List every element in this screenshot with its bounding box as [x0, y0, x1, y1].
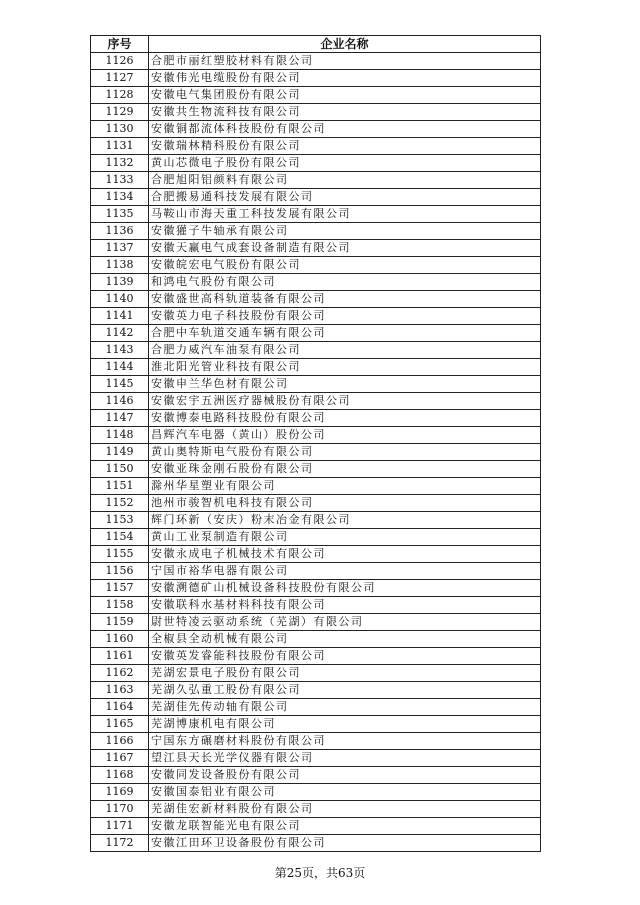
table-row: [91, 342, 541, 359]
serial-number-cell: 1160: [91, 631, 149, 648]
serial-number-cell: 1168: [91, 767, 149, 784]
table-row: [91, 580, 541, 597]
page-footer: 第25页，共63页: [274, 866, 366, 880]
serial-number-cell: 1170: [91, 801, 149, 818]
table-row: [91, 461, 541, 478]
serial-number-cell: 1159: [91, 614, 149, 631]
table-row: [91, 665, 541, 682]
company-name-cell: 安徽瑞林精科股份有限公司: [149, 138, 541, 155]
company-name-cell: 安徽电气集团股份有限公司: [149, 87, 541, 104]
serial-number-cell: 1162: [91, 665, 149, 682]
table-row: [91, 478, 541, 495]
serial-number-cell: 1135: [91, 206, 149, 223]
table-row: [91, 818, 541, 835]
serial-number-cell: 1128: [91, 87, 149, 104]
table-row: [91, 597, 541, 614]
table-row: [91, 104, 541, 121]
company-table: [90, 35, 541, 852]
company-name-cell: 合肥旭阳铝颜料有限公司: [149, 172, 541, 189]
table-row: [91, 410, 541, 427]
company-name-cell: 合肥搬易通科技发展有限公司: [149, 189, 541, 206]
serial-number-cell: 1167: [91, 750, 149, 767]
table-row: [91, 393, 541, 410]
table-row: [91, 240, 541, 257]
table-row: [91, 563, 541, 580]
table-row: [91, 325, 541, 342]
company-name-cell: 芜湖佳宏新材料股份有限公司: [149, 801, 541, 818]
serial-number-cell: 1149: [91, 444, 149, 461]
company-name-cell: 安徽永成电子机械技术有限公司: [149, 546, 541, 563]
serial-number-cell: 1147: [91, 410, 149, 427]
serial-number-cell: 1145: [91, 376, 149, 393]
table-row: [91, 359, 541, 376]
column-header-serial: 序号: [91, 36, 149, 53]
company-name-cell: 和鸿电气股份有限公司: [149, 274, 541, 291]
company-name-cell: 合肥中车轨道交通车辆有限公司: [149, 325, 541, 342]
company-name-cell: 昌辉汽车电器（黄山）股份公司: [149, 427, 541, 444]
company-name-cell: 安徽溯德矿山机械设备科技股份有限公司: [149, 580, 541, 597]
company-name-cell: 望江县天长光学仪器有限公司: [149, 750, 541, 767]
serial-number-cell: 1139: [91, 274, 149, 291]
company-name-cell: 芜湖佳先传动轴有限公司: [149, 699, 541, 716]
table-row: [91, 138, 541, 155]
table-row: [91, 427, 541, 444]
company-name-cell: 辉门环新（安庆）粉末冶金有限公司: [149, 512, 541, 529]
company-name-cell: 安徽申兰华色材有限公司: [149, 376, 541, 393]
table-row: [91, 546, 541, 563]
serial-number-cell: 1136: [91, 223, 149, 240]
table-row: [91, 291, 541, 308]
table-row: [91, 648, 541, 665]
serial-number-cell: 1153: [91, 512, 149, 529]
company-name-cell: 安徽伟光电缆股份有限公司: [149, 70, 541, 87]
company-name-cell: 安徽英发睿能科技股份有限公司: [149, 648, 541, 665]
company-name-cell: 芜湖宏景电子股份有限公司: [149, 665, 541, 682]
serial-number-cell: 1165: [91, 716, 149, 733]
table-row: [91, 172, 541, 189]
serial-number-cell: 1172: [91, 835, 149, 852]
company-name-cell: 淮北阳光管业科技有限公司: [149, 359, 541, 376]
company-name-cell: 黄山工业泵制造有限公司: [149, 529, 541, 546]
company-name-cell: 安徽博泰电路科技股份有限公司: [149, 410, 541, 427]
company-name-cell: 安徽盛世高科轨道装备有限公司: [149, 291, 541, 308]
company-name-cell: 合肥力威汽车油泵有限公司: [149, 342, 541, 359]
company-name-cell: 安徽英力电子科技股份有限公司: [149, 308, 541, 325]
table-row: [91, 784, 541, 801]
company-name-cell: 安徽联科水基材料科技有限公司: [149, 597, 541, 614]
table-row: [91, 121, 541, 138]
table-row: [91, 512, 541, 529]
company-name-cell: 安徽江田环卫设备股份有限公司: [149, 835, 541, 852]
table-row: [91, 274, 541, 291]
serial-number-cell: 1138: [91, 257, 149, 274]
company-name-cell: 安徽铜都流体科技股份有限公司: [149, 121, 541, 138]
serial-number-cell: 1140: [91, 291, 149, 308]
company-name-cell: 安徽亚珠金刚石股份有限公司: [149, 461, 541, 478]
company-name-cell: 安徽共生物流科技有限公司: [149, 104, 541, 121]
table-row: [91, 206, 541, 223]
table-row: [91, 444, 541, 461]
table-row: [91, 376, 541, 393]
serial-number-cell: 1132: [91, 155, 149, 172]
serial-number-cell: 1169: [91, 784, 149, 801]
serial-number-cell: 1148: [91, 427, 149, 444]
table-row: [91, 750, 541, 767]
serial-number-cell: 1171: [91, 818, 149, 835]
company-name-cell: 安徽天赢电气成套设备制造有限公司: [149, 240, 541, 257]
table-row: [91, 155, 541, 172]
table-row: [91, 733, 541, 750]
table-body: [91, 53, 541, 852]
serial-number-cell: 1131: [91, 138, 149, 155]
company-name-cell: 全椒县全动机械有限公司: [149, 631, 541, 648]
company-name-cell: 池州市骏智机电科技有限公司: [149, 495, 541, 512]
table-row: [91, 801, 541, 818]
table-row: [91, 529, 541, 546]
serial-number-cell: 1150: [91, 461, 149, 478]
serial-number-cell: 1158: [91, 597, 149, 614]
table-row: [91, 614, 541, 631]
serial-number-cell: 1157: [91, 580, 149, 597]
serial-number-cell: 1133: [91, 172, 149, 189]
company-name-cell: 安徽龙联智能光电有限公司: [149, 818, 541, 835]
table-row: [91, 189, 541, 206]
company-name-cell: 滁州华星塑业有限公司: [149, 478, 541, 495]
serial-number-cell: 1144: [91, 359, 149, 376]
serial-number-cell: 1127: [91, 70, 149, 87]
table-row: [91, 767, 541, 784]
company-name-cell: 安徽宏宇五洲医疗器械股份有限公司: [149, 393, 541, 410]
company-name-cell: 合肥市丽红塑胶材料有限公司: [149, 53, 541, 70]
table-row: [91, 631, 541, 648]
serial-number-cell: 1161: [91, 648, 149, 665]
column-header-company-name: 企业名称: [149, 36, 541, 53]
table-row: [91, 699, 541, 716]
table-row: [91, 682, 541, 699]
company-name-cell: 安徽皖宏电气股份有限公司: [149, 257, 541, 274]
serial-number-cell: 1129: [91, 104, 149, 121]
serial-number-cell: 1166: [91, 733, 149, 750]
serial-number-cell: 1155: [91, 546, 149, 563]
table-row: [91, 495, 541, 512]
table-row: [91, 716, 541, 733]
company-name-cell: 安徽同发设备股份有限公司: [149, 767, 541, 784]
company-name-cell: 宁国市裕华电器有限公司: [149, 563, 541, 580]
serial-number-cell: 1142: [91, 325, 149, 342]
table-row: [91, 223, 541, 240]
table-row: [91, 87, 541, 104]
serial-number-cell: 1163: [91, 682, 149, 699]
serial-number-cell: 1151: [91, 478, 149, 495]
company-name-cell: 芜湖博康机电有限公司: [149, 716, 541, 733]
serial-number-cell: 1130: [91, 121, 149, 138]
company-name-cell: 芜湖久弘重工股份有限公司: [149, 682, 541, 699]
serial-number-cell: 1152: [91, 495, 149, 512]
serial-number-cell: 1137: [91, 240, 149, 257]
company-name-cell: 安徽獾子牛轴承有限公司: [149, 223, 541, 240]
company-name-cell: 马鞍山市海天重工科技发展有限公司: [149, 206, 541, 223]
serial-number-cell: 1146: [91, 393, 149, 410]
company-name-cell: 黄山芯微电子股份有限公司: [149, 155, 541, 172]
serial-number-cell: 1156: [91, 563, 149, 580]
company-name-cell: 尉世特凌云驱动系统（芜湖）有限公司: [149, 614, 541, 631]
table-row: [91, 53, 541, 70]
serial-number-cell: 1154: [91, 529, 149, 546]
table-row: [91, 70, 541, 87]
company-name-cell: 安徽国泰铝业有限公司: [149, 784, 541, 801]
serial-number-cell: 1143: [91, 342, 149, 359]
serial-number-cell: 1134: [91, 189, 149, 206]
serial-number-cell: 1141: [91, 308, 149, 325]
table-row: [91, 308, 541, 325]
company-name-cell: 黄山奥特斯电气股份有限公司: [149, 444, 541, 461]
company-name-cell: 宁国东方碾磨材料股份有限公司: [149, 733, 541, 750]
table-row: [91, 257, 541, 274]
table-row: [91, 835, 541, 852]
table-header-row: [91, 36, 541, 53]
serial-number-cell: 1126: [91, 53, 149, 70]
serial-number-cell: 1164: [91, 699, 149, 716]
